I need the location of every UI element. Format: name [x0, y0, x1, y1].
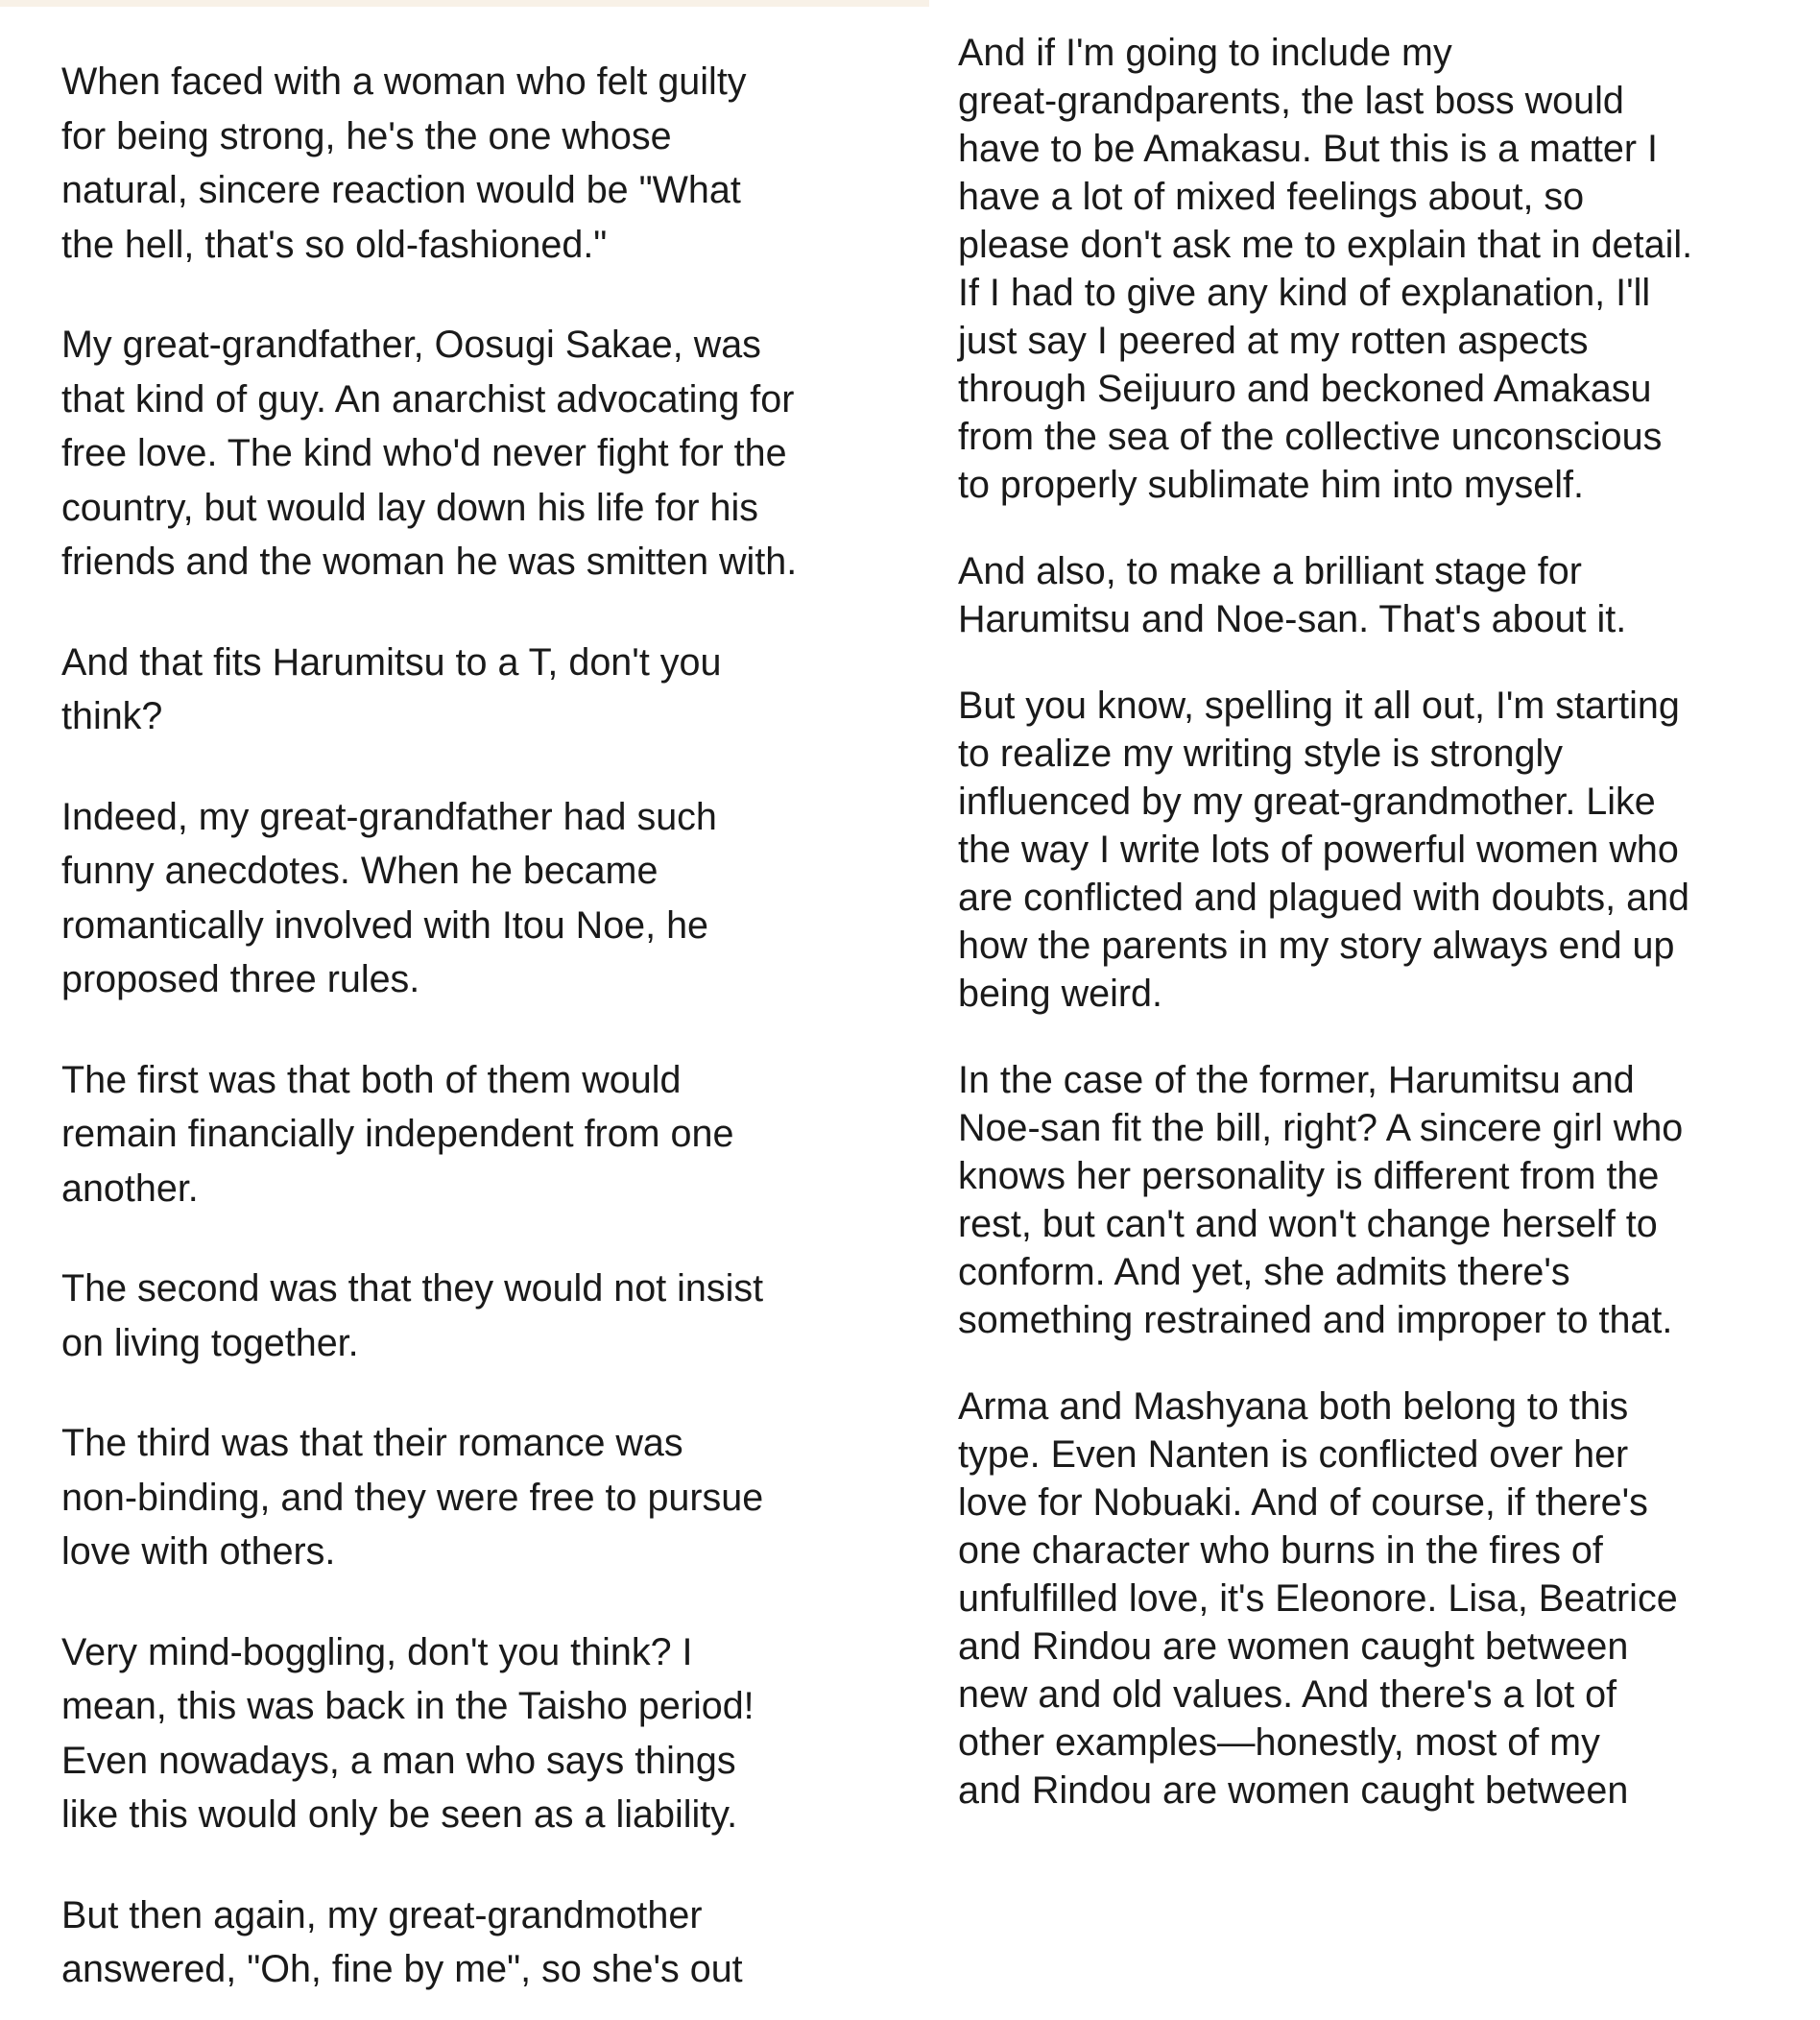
text-line: free love. The kind who'd never fight for the: [61, 432, 787, 474]
text-line: The second was that they would not insist: [61, 1267, 764, 1310]
text-line: for being strong, he's the one whose: [61, 114, 672, 157]
text-line: through Seijuuro and beckoned Amakasu: [958, 368, 1652, 410]
text-line: natural, sincere reaction would be "What: [61, 169, 741, 211]
paragraph: [958, 1056, 1803, 1344]
text-line: And that fits Harumitsu to a T, don't you: [61, 640, 722, 684]
text-line: something restrained and improper to that.: [958, 1299, 1673, 1341]
text-line: romantically involved with Itou Noe, he: [61, 903, 709, 947]
right-text-column: [958, 29, 1803, 1815]
text-line: conform. And yet, she admits there's: [958, 1251, 1570, 1293]
text-line: Arma and Mashyana both belong to this: [958, 1385, 1629, 1428]
paragraph: [61, 1262, 925, 1370]
text-line: influenced by my great-grandmother. Like: [958, 781, 1656, 823]
text-line: The first was that both of them would: [61, 1058, 682, 1101]
text-line: and Rindou are women caught between: [958, 1625, 1629, 1668]
text-line: In the case of the former, Harumitsu and: [958, 1059, 1635, 1101]
top-banner-strip: [0, 0, 929, 7]
text-line: Indeed, my great-grandfather had such: [61, 795, 717, 838]
text-line: friends and the woman he was smitten with.: [61, 541, 798, 583]
paragraph: [958, 547, 1803, 643]
text-line: think?: [61, 695, 163, 737]
text-line: country, but would lay down his life for his: [61, 486, 758, 529]
text-line: the way I write lots of powerful women who: [958, 829, 1679, 871]
text-line: like this would only be seen as a liability.: [61, 1793, 738, 1836]
paragraph: [61, 1053, 925, 1216]
text-line: one character who burns in the fires of: [958, 1529, 1603, 1572]
text-line: type. Even Nanten is conflicted over her: [958, 1433, 1629, 1476]
text-line: If I had to give any kind of explanation, I'll: [958, 272, 1651, 314]
text-line: Harumitsu and Noe-san. That's about it.: [958, 598, 1627, 640]
text-line: answered, "Oh, fine by me", so she's out: [61, 1948, 743, 1990]
paragraph: [61, 1625, 925, 1842]
text-line: love with others.: [61, 1530, 336, 1573]
text-line: mean, this was back in the Taisho period!: [61, 1685, 754, 1727]
paragraph: [61, 318, 925, 589]
paragraph: [958, 1383, 1803, 1767]
text-line: another.: [61, 1166, 199, 1210]
text-line: But then again, my great-grandmother: [61, 1893, 703, 1936]
text-line: Very mind-boggling, don't you think? I: [61, 1630, 693, 1673]
paragraph: [61, 790, 925, 1007]
text-line: love for Nobuaki. And of course, if there's: [958, 1481, 1648, 1524]
text-line: other examples—honestly, most of my: [958, 1721, 1600, 1764]
paragraph: [958, 682, 1803, 1018]
text-line: that kind of guy. An anarchist advocating for: [61, 377, 795, 421]
text-line: Noe-san fit the bill, right? A sincere girl who: [958, 1107, 1684, 1149]
text-line: proposed three rules.: [61, 958, 420, 1000]
text-line: please don't ask me to explain that in detail.: [958, 224, 1693, 266]
text-line: When faced with a woman who felt guilty: [61, 60, 747, 103]
text-line: from the sea of the collective unconscious: [958, 416, 1663, 458]
text-line: My great-grandfather, Oosugi Sakae, was: [61, 324, 761, 366]
text-line: have to be Amakasu. But this is a matter I: [958, 128, 1658, 170]
text-line: how the parents in my story always end up: [958, 925, 1675, 967]
text-line: And if I'm going to include my: [958, 32, 1452, 74]
text-line: And also, to make a brilliant stage for: [958, 550, 1582, 592]
text-line: remain financially independent from one: [61, 1113, 734, 1155]
text-line: funny anecdotes. When he became: [61, 850, 659, 892]
text-line: to properly sublimate him into myself.: [958, 464, 1585, 506]
text-line: just say I peered at my rotten aspects: [958, 320, 1589, 362]
text-line: The third was that their romance was: [61, 1422, 683, 1464]
paragraph: [61, 1888, 925, 1997]
paragraph: [61, 1416, 925, 1579]
text-line: have a lot of mixed feelings about, so: [958, 176, 1585, 218]
text-line: to realize my writing style is strongly: [958, 733, 1563, 775]
text-line: non-binding, and they were free to pursue: [61, 1476, 764, 1519]
overlapping-text-fragment: and Rindou are women caught between: [958, 1769, 1629, 1812]
text-line: Even nowadays, a man who says things: [61, 1739, 736, 1782]
left-text-column: [61, 55, 925, 1990]
text-line: on living together.: [61, 1321, 359, 1364]
text-line: new and old values. And there's a lot of: [958, 1673, 1617, 1716]
text-line: are conflicted and plagued with doubts, and: [958, 877, 1690, 919]
text-line: But you know, spelling it all out, I'm starting: [958, 685, 1680, 727]
paragraph: [61, 636, 925, 744]
text-line: knows her personality is different from the: [958, 1155, 1660, 1197]
paragraph: [958, 29, 1803, 509]
text-line: unfulfilled love, it's Eleonore. Lisa, Beatrice: [958, 1577, 1678, 1620]
text-line: the hell, that's so old-fashioned.": [61, 223, 608, 266]
text-line: being weird.: [958, 973, 1162, 1015]
text-line: rest, but can't and won't change herself to: [958, 1203, 1658, 1245]
text-line: great-grandparents, the last boss would: [958, 80, 1624, 122]
paragraph: [61, 55, 925, 272]
